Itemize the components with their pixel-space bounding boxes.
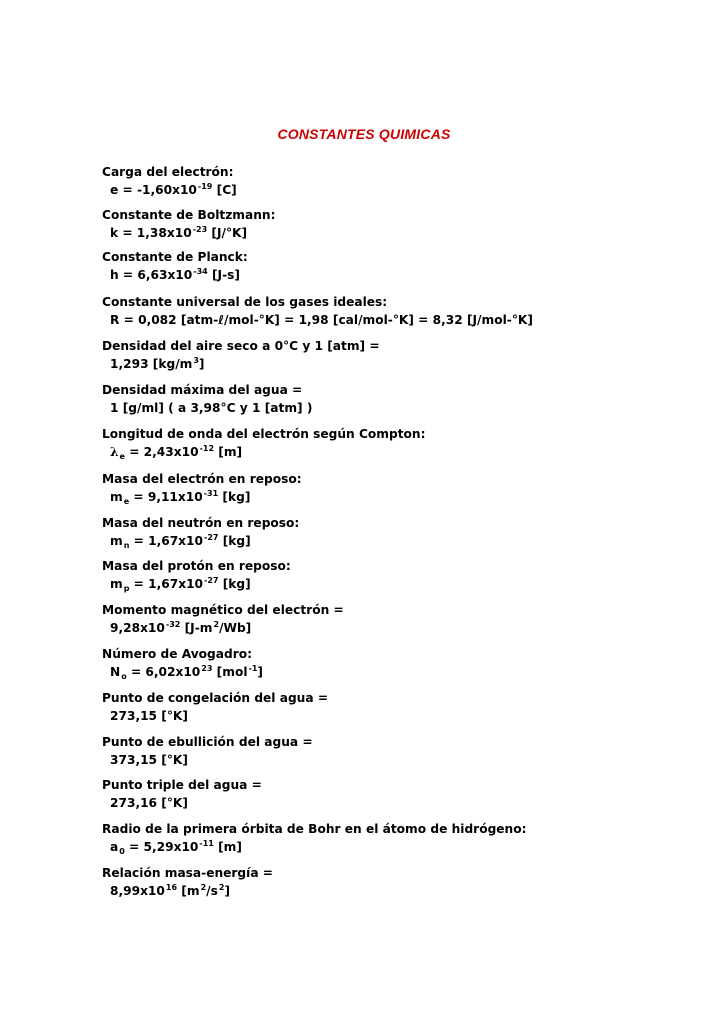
constant-value: $a_0 = 5,29x10^{-11}$ [m]: [110, 839, 242, 856]
constant-value: 273,16 [°K]: [110, 796, 188, 810]
constant-entry: [102, 337, 380, 373]
constant-label: Constante de Planck:: [102, 250, 248, 264]
constant-value: $N_o = 6,02x10^{23}$ [mol$^{-1}$]: [110, 664, 263, 681]
constant-label: Masa del protón en reposo:: [102, 559, 291, 573]
constant-entry: [102, 733, 313, 769]
constant-entry: [102, 293, 533, 329]
constant-entry: [102, 248, 248, 284]
constant-label: Longitud de onda del electrón según Compton:: [102, 427, 426, 441]
constant-label: Número de Avogadro:: [102, 647, 252, 661]
constant-label: Punto de ebullición del agua =: [102, 735, 313, 749]
constant-label: Constante de Boltzmann:: [102, 208, 276, 222]
constant-value: 1,293 $[kg/m^3]$: [110, 356, 205, 371]
constant-value: $m_n = 1,67x10^{-27}$ [kg]: [110, 533, 251, 550]
constant-value: 373,15 [°K]: [110, 753, 188, 767]
constant-entry: [102, 557, 291, 593]
constant-entry: [102, 425, 425, 461]
constant-label: Relación masa-energía =: [102, 866, 274, 880]
constant-label: Masa del electrón en reposo:: [102, 472, 302, 486]
constant-value: 1 [g/ml] ( a 3,98°C y 1 [atm] ): [110, 401, 313, 415]
page-title: CONSTANTES QUIMICAS: [277, 126, 451, 142]
constant-entry: [102, 381, 312, 417]
constant-label: Densidad máxima del agua =: [102, 383, 303, 397]
constant-label: Momento magnético del electrón =: [102, 603, 344, 617]
constant-entry: [102, 864, 273, 900]
constant-entry: [102, 689, 328, 725]
constant-value: $m_p = 1,67x10^{-27}$ [kg]: [110, 576, 251, 593]
constant-label: Densidad del aire seco a 0°C y 1 [atm] =: [102, 339, 380, 353]
constant-label: Punto de congelación del agua =: [102, 691, 329, 705]
constant-value: $e = -1,60x10^{-19}$ [C]: [110, 182, 237, 197]
constant-entry: [102, 470, 302, 506]
constant-entry: [102, 776, 262, 812]
constant-label: Radio de la primera órbita de Bohr en el átomo de hidrógeno:: [102, 822, 527, 836]
constant-value: $m_e = 9,11x10^{-31}$ [kg]: [110, 489, 251, 506]
constant-value: R = 0,082 [atm-ℓ/mol-°K] = 1,98 [cal/mol-°K] = 8,32 [J/mol-°K]: [110, 313, 533, 327]
constant-value: $9,28x10^{-32}$ $[J-m^2/Wb]$: [110, 620, 252, 635]
constant-value: 273,15 [°K]: [110, 709, 188, 723]
constant-value: $8,99x10^{16}$ $[m^2/s^2]$: [110, 883, 231, 898]
constant-entry: [102, 820, 526, 856]
constant-entry: [102, 206, 275, 242]
constant-label: Punto triple del agua =: [102, 778, 262, 792]
constant-entry: [102, 514, 299, 550]
constant-value: $\lambda_e = 2,43x10^{-12}$ [m]: [110, 444, 243, 461]
constant-entry: [102, 601, 344, 637]
constant-value: $h = 6,63x10^{-34}$ [J-s]: [110, 267, 240, 282]
constant-label: Constante universal de los gases ideales:: [102, 295, 388, 309]
constant-label: Carga del electrón:: [102, 165, 234, 179]
constant-value: $k = 1,38x10^{-23}$ [J/°K]: [110, 225, 248, 240]
constant-entry: [102, 163, 237, 199]
constant-entry: [102, 645, 263, 681]
constant-label: Masa del neutrón en reposo:: [102, 516, 300, 530]
